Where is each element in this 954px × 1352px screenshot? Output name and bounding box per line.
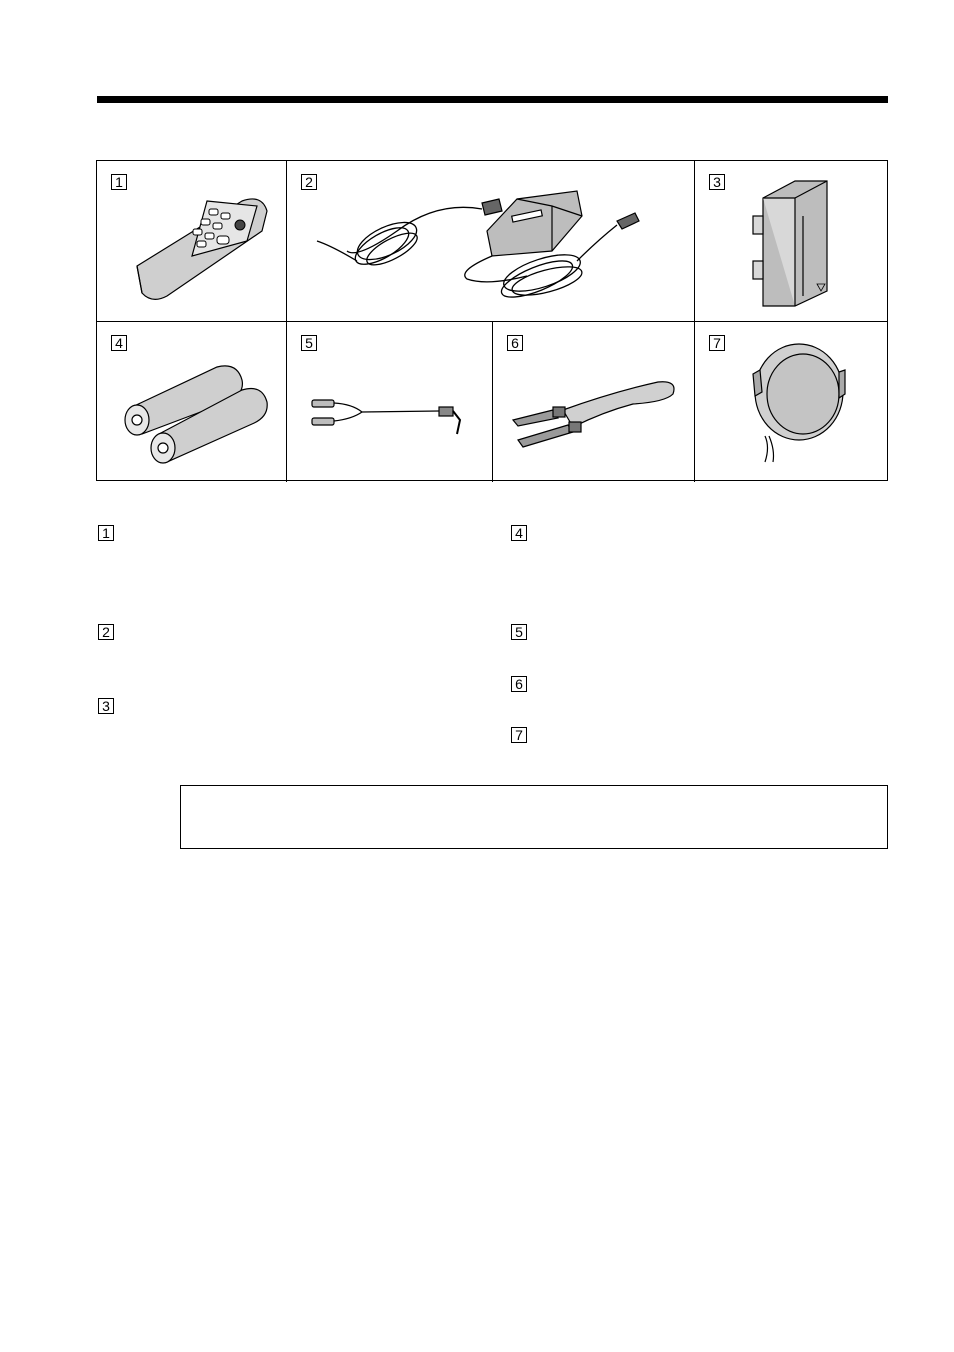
shoulder-strap-icon (493, 322, 695, 482)
figure-cell-4 (97, 322, 287, 482)
aa-batteries-icon (97, 322, 287, 482)
top-rule (97, 96, 888, 103)
av-connecting-cable-icon (287, 322, 493, 482)
figure-cell-7 (695, 322, 887, 482)
list-number-3: 3 (98, 698, 114, 714)
battery-pack-icon (695, 161, 887, 322)
figure-number-1: 1 (111, 174, 127, 190)
list-number-7: 7 (511, 727, 527, 743)
remote-commander-icon (97, 161, 287, 322)
figure-cell-6 (493, 322, 695, 482)
accessories-figure (96, 160, 888, 481)
figure-number-7: 7 (709, 335, 725, 351)
figure-cell-1 (97, 161, 287, 322)
list-number-4: 4 (511, 525, 527, 541)
figure-number-5: 5 (301, 335, 317, 351)
figure-number-2: 2 (301, 174, 317, 190)
list-number-1: 1 (98, 525, 114, 541)
list-number-2: 2 (98, 624, 114, 640)
figure-cell-2 (287, 161, 695, 322)
figure-cell-3 (695, 161, 887, 322)
figure-number-6: 6 (507, 335, 523, 351)
list-number-6: 6 (511, 676, 527, 692)
figure-number-3: 3 (709, 174, 725, 190)
note-box (180, 785, 888, 849)
figure-number-4: 4 (111, 335, 127, 351)
figure-cell-5 (287, 322, 493, 482)
lens-cap-icon (695, 322, 887, 482)
ac-adaptor-power-cord-icon (287, 161, 695, 322)
list-number-5: 5 (511, 624, 527, 640)
